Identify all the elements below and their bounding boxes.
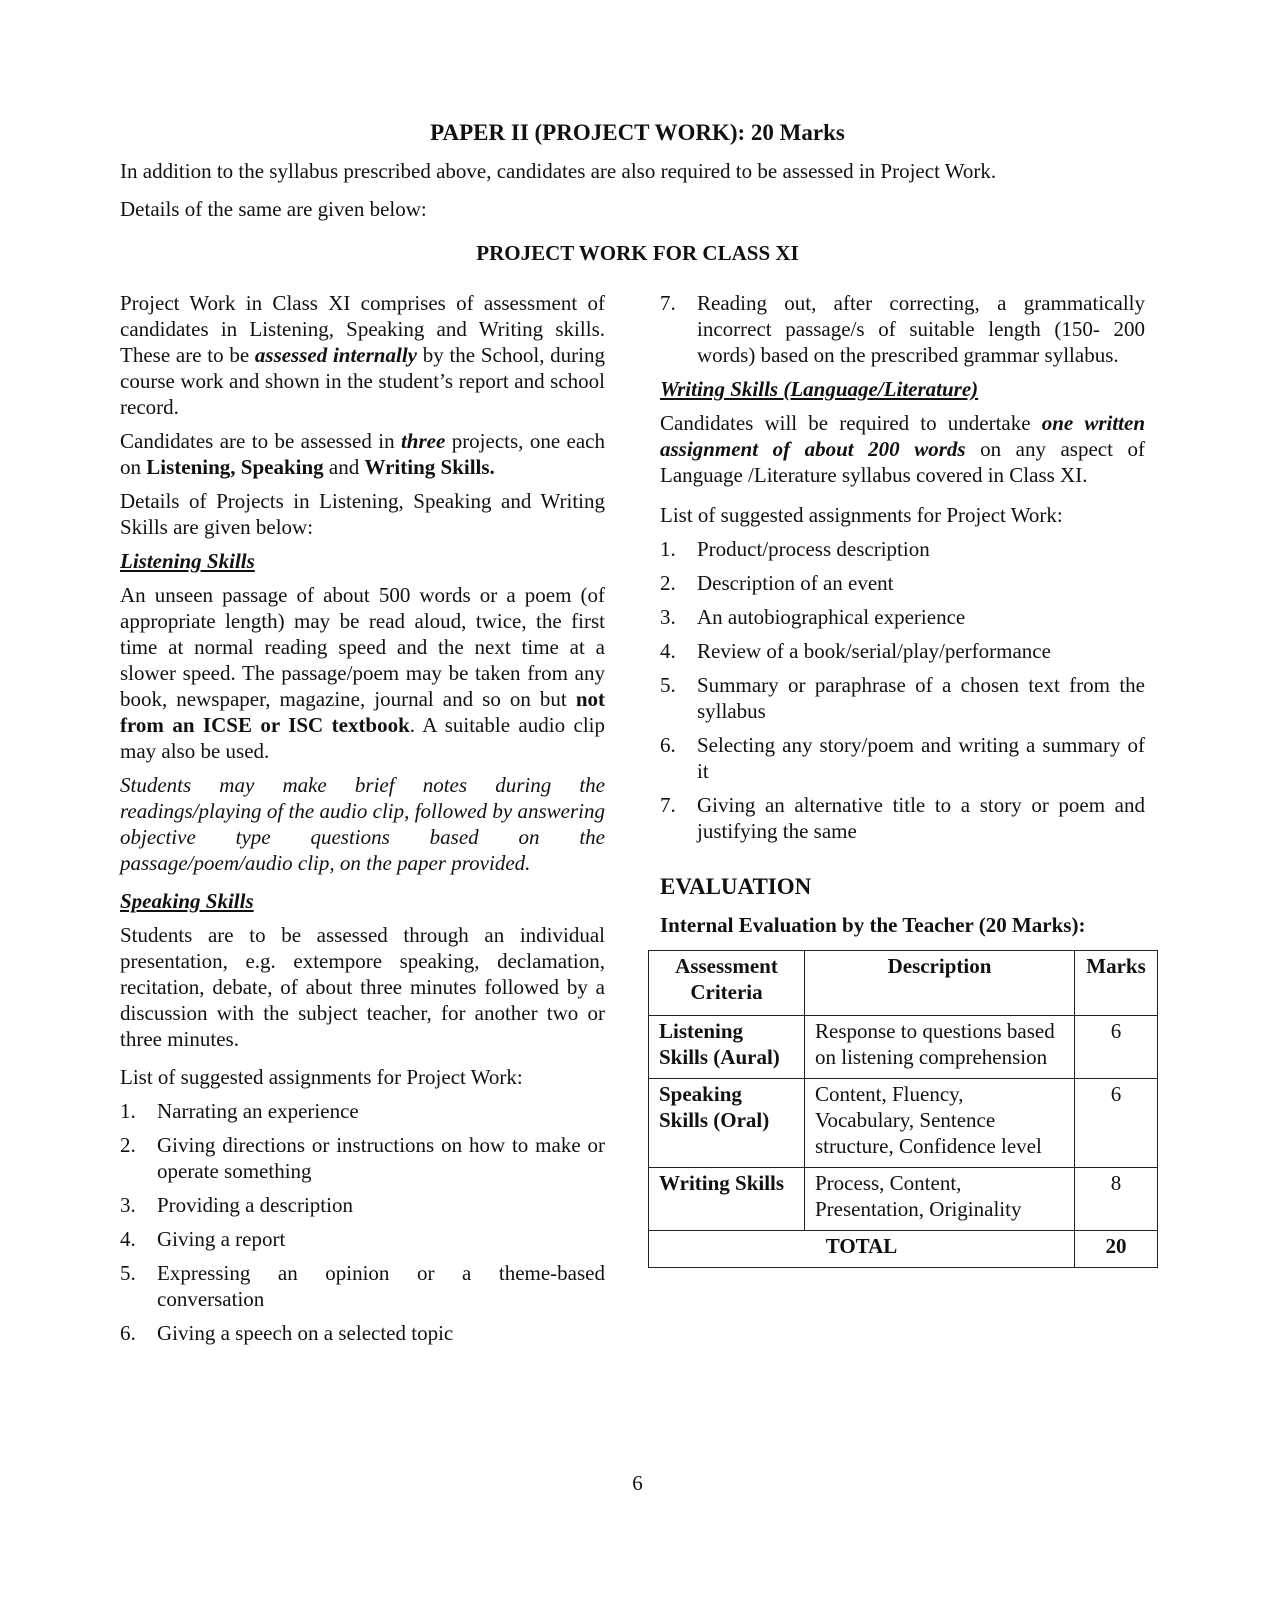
cell-description: Process, Content, Presentation, Originality [805, 1168, 1075, 1231]
listening-text-1: An unseen passage of about 500 words or a poem (of appropriate length) may be read aloud, twice, the first time at normal reading speed and the next time at a slower speed. The passage/poem may be taken from any book, newspaper, magazine, journal and so on but [120, 583, 605, 711]
list-item [120, 1132, 605, 1184]
intro-text: In addition to the syllabus prescribed above, candidates are also required to be assessed in Project Work. [120, 159, 997, 183]
cell-marks: 8 [1075, 1168, 1158, 1231]
evaluation-heading: EVALUATION [660, 874, 812, 899]
projects-bold-1: Listening, Speaking [146, 455, 324, 479]
overview-text-1: Project Work in Class XI comprises of assessment of candidates in Listening, Speaking and Writing skills. These are to be [120, 291, 605, 367]
table-row [649, 1016, 1158, 1079]
table-row [649, 1079, 1158, 1168]
list-item-number: 2. [660, 571, 676, 595]
list-item [120, 1098, 605, 1124]
listening-notes-paragraph: Students may make brief notes during the readings/playing of the audio clip, followed by answering objective type questions based on the passage/poem/audio clip, on the paper provided. [120, 773, 605, 875]
overview-text-2: by the School, during course work and shown in the student’s report and school record. [120, 343, 606, 419]
cell-marks: 6 [1075, 1079, 1158, 1168]
list-item-text: Giving directions or instructions on how to make or operate something [157, 1133, 605, 1183]
list-item [120, 1226, 605, 1252]
writing-paragraph [660, 410, 1145, 488]
total-value: 20 [1075, 1231, 1158, 1268]
list-item [660, 638, 1145, 664]
speaking-paragraph: Students are to be assessed through an individual presentation, e.g. extempore speaking, declamation, recitation, debate, of about three minutes followed by a discussion with the subject teacher, for another two or three minutes. [120, 923, 605, 1051]
listening-paragraph [120, 582, 605, 764]
list-item-text: Product/process description [697, 537, 930, 561]
list-item [660, 672, 1145, 724]
table-total-row [649, 1231, 1158, 1268]
table-row [649, 1168, 1158, 1231]
list-item [660, 570, 1145, 596]
header-marks: Marks [1075, 951, 1158, 1016]
cell-criteria: Listening Skills (Aural) [649, 1016, 805, 1079]
list-item [660, 290, 1145, 368]
list-item-text: Expressing an opinion or a theme-based conversation [157, 1261, 605, 1311]
list-item-number: 1. [120, 1099, 136, 1123]
list-item-text: An autobiographical experience [697, 605, 966, 629]
projects-text-2: projects, one each on [120, 429, 605, 479]
list-item [660, 536, 1145, 562]
list-item [660, 732, 1145, 784]
list-item-number: 7. [660, 291, 676, 315]
right-assignment-list [660, 536, 1145, 844]
list-item-text: Summary or paraphrase of a chosen text from the syllabus [697, 673, 1145, 723]
list-item-text: Providing a description [157, 1193, 353, 1217]
list-item-text: Giving a report [157, 1227, 286, 1251]
list-item-number: 7. [660, 793, 676, 817]
projects-bold-2: Writing Skills. [364, 455, 495, 479]
projects-paragraph [120, 428, 605, 480]
writing-text-2: on any aspect of Language /Literature syllabus covered in Class XI. [660, 437, 1145, 487]
list-item-number: 6. [660, 733, 676, 757]
section-title: PROJECT WORK FOR CLASS XI [476, 241, 799, 265]
cell-criteria: Speaking Skills (Oral) [649, 1079, 805, 1168]
total-label: TOTAL [649, 1231, 1075, 1268]
listening-heading: Listening Skills [120, 549, 255, 573]
intro-details-text: Details of the same are given below: [120, 197, 427, 221]
speaking-heading: Speaking Skills [120, 889, 254, 913]
list-item-number: 4. [660, 639, 676, 663]
list-item-number: 4. [120, 1227, 136, 1251]
list-item-number: 1. [660, 537, 676, 561]
projects-text-3: and [323, 455, 365, 479]
cell-description: Content, Fluency, Vocabulary, Sentence structure, Confidence level [805, 1079, 1075, 1168]
details-paragraph: Details of Projects in Listening, Speaking and Writing Skills are given below: [120, 489, 605, 539]
header-criteria: Assessment Criteria [649, 951, 805, 1016]
page-title: PAPER II (PROJECT WORK): 20 Marks [430, 120, 845, 145]
list-item [120, 1192, 605, 1218]
list-item [120, 1260, 605, 1312]
list-item [660, 792, 1145, 844]
left-assignment-list [120, 1098, 605, 1346]
list-item-number: 5. [120, 1261, 136, 1285]
cell-marks: 6 [1075, 1016, 1158, 1079]
left-column [120, 290, 605, 1354]
cell-criteria: Writing Skills [649, 1168, 805, 1231]
list-item [660, 604, 1145, 630]
list-item-number: 3. [660, 605, 676, 629]
list-item-number: 5. [660, 673, 676, 697]
list-item-text: Reading out, after correcting, a grammatically incorrect passage/s of suitable length (150- 200 words) based on the prescribed grammar syllabus. [697, 291, 1145, 367]
overview-emphasis: assessed internally [254, 343, 417, 367]
writing-heading: Writing Skills (Language/Literature) [660, 377, 979, 401]
projects-text-1: Candidates are to be assessed in [120, 429, 401, 453]
writing-emphasis: one written assignment of about 200 words [660, 411, 1146, 461]
list-item-text: Selecting any story/poem and writing a summary of it [697, 733, 1145, 783]
right-list-intro: List of suggested assignments for Project Work: [660, 503, 1063, 527]
list-item-text: Giving a speech on a selected topic [157, 1321, 454, 1345]
list-item-text: Giving an alternative title to a story or poem and justifying the same [697, 793, 1145, 843]
listening-bold: not from an ICSE or ISC textbook [120, 687, 605, 737]
page-number: 6 [632, 1471, 643, 1495]
left-list-intro: List of suggested assignments for Project Work: [120, 1065, 523, 1089]
listening-text-2: . A suitable audio clip may also be used. [120, 713, 605, 763]
list-item-number: 6. [120, 1321, 136, 1345]
list-item [120, 1320, 605, 1346]
list-item-number: 3. [120, 1193, 136, 1217]
table-header-row [649, 951, 1158, 1016]
right-column [660, 290, 1145, 1268]
evaluation-table [648, 950, 1158, 1268]
list-item-text: Description of an event [697, 571, 894, 595]
header-description: Description [805, 951, 1075, 1016]
projects-emphasis: three [400, 429, 446, 453]
overview-paragraph [120, 290, 605, 420]
list-item-text: Review of a book/serial/play/performance [697, 639, 1051, 663]
evaluation-subheading: Internal Evaluation by the Teacher (20 Marks): [660, 913, 1086, 937]
writing-text-1: Candidates will be required to undertake [660, 411, 1042, 435]
list-item-number: 2. [120, 1133, 136, 1157]
cell-description: Response to questions based on listening comprehension [805, 1016, 1075, 1079]
speaking-item-7-list [660, 290, 1145, 368]
list-item-text: Narrating an experience [157, 1099, 359, 1123]
